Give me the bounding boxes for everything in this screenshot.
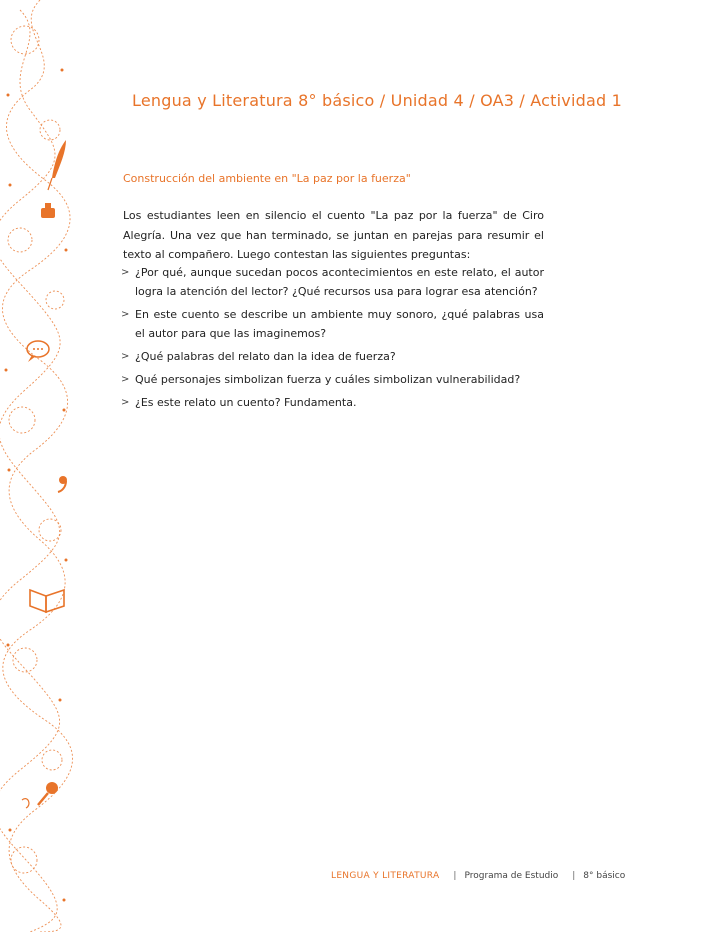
list-item <box>121 393 544 412</box>
footer-subject: LENGUA Y LITERATURA <box>331 871 440 881</box>
page-footer <box>331 871 625 881</box>
list-item <box>121 263 544 301</box>
page-title: Lengua y Literatura 8° básico / Unidad 4 / OA3 / Actividad 1 <box>132 91 622 110</box>
footer-separator: | <box>572 871 576 881</box>
bullet-marker: > <box>121 374 130 385</box>
question-text: En este cuento se describe un ambiente muy sonoro, ¿qué palabras usa el autor para que las imaginemos? <box>135 308 544 340</box>
decorative-margin <box>0 0 80 932</box>
list-item <box>121 370 544 389</box>
ink-bottle-icon <box>41 203 55 218</box>
quill-pen-icon <box>48 140 66 190</box>
footer-grade: 8° básico <box>583 871 626 881</box>
bullet-marker: > <box>121 267 130 278</box>
open-book-icon <box>30 590 64 612</box>
list-item <box>121 305 544 343</box>
list-item <box>121 347 544 366</box>
question-list <box>121 263 544 412</box>
comma-icon <box>58 476 67 492</box>
intro-paragraph: Los estudiantes leen en silencio el cuento "La paz por la fuerza" de Ciro Alegría. Una vez que han terminado, se juntan en parejas para resumir el texto al compañero. Luego contestan las siguientes preguntas: <box>123 209 544 261</box>
footer-program: Programa de Estudio <box>464 871 559 881</box>
section-title: Construcción del ambiente en "La paz por la fuerza" <box>123 172 411 185</box>
bullet-marker: > <box>121 397 130 408</box>
question-text: Qué personajes simbolizan fuerza y cuáles simbolizan vulnerabilidad? <box>135 373 521 386</box>
question-text: ¿Es este relato un cuento? Fundamenta. <box>135 396 357 409</box>
bullet-marker: > <box>121 351 130 362</box>
question-text: ¿Por qué, aunque sucedan pocos acontecimientos en este relato, el autor logra la atención del lector? ¿Qué recursos usa para lograr esa atención? <box>135 266 544 298</box>
bullet-marker: > <box>121 309 130 320</box>
question-text: ¿Qué palabras del relato dan la idea de fuerza? <box>135 350 396 363</box>
microphone-icon <box>22 782 58 808</box>
footer-separator: | <box>453 871 457 881</box>
